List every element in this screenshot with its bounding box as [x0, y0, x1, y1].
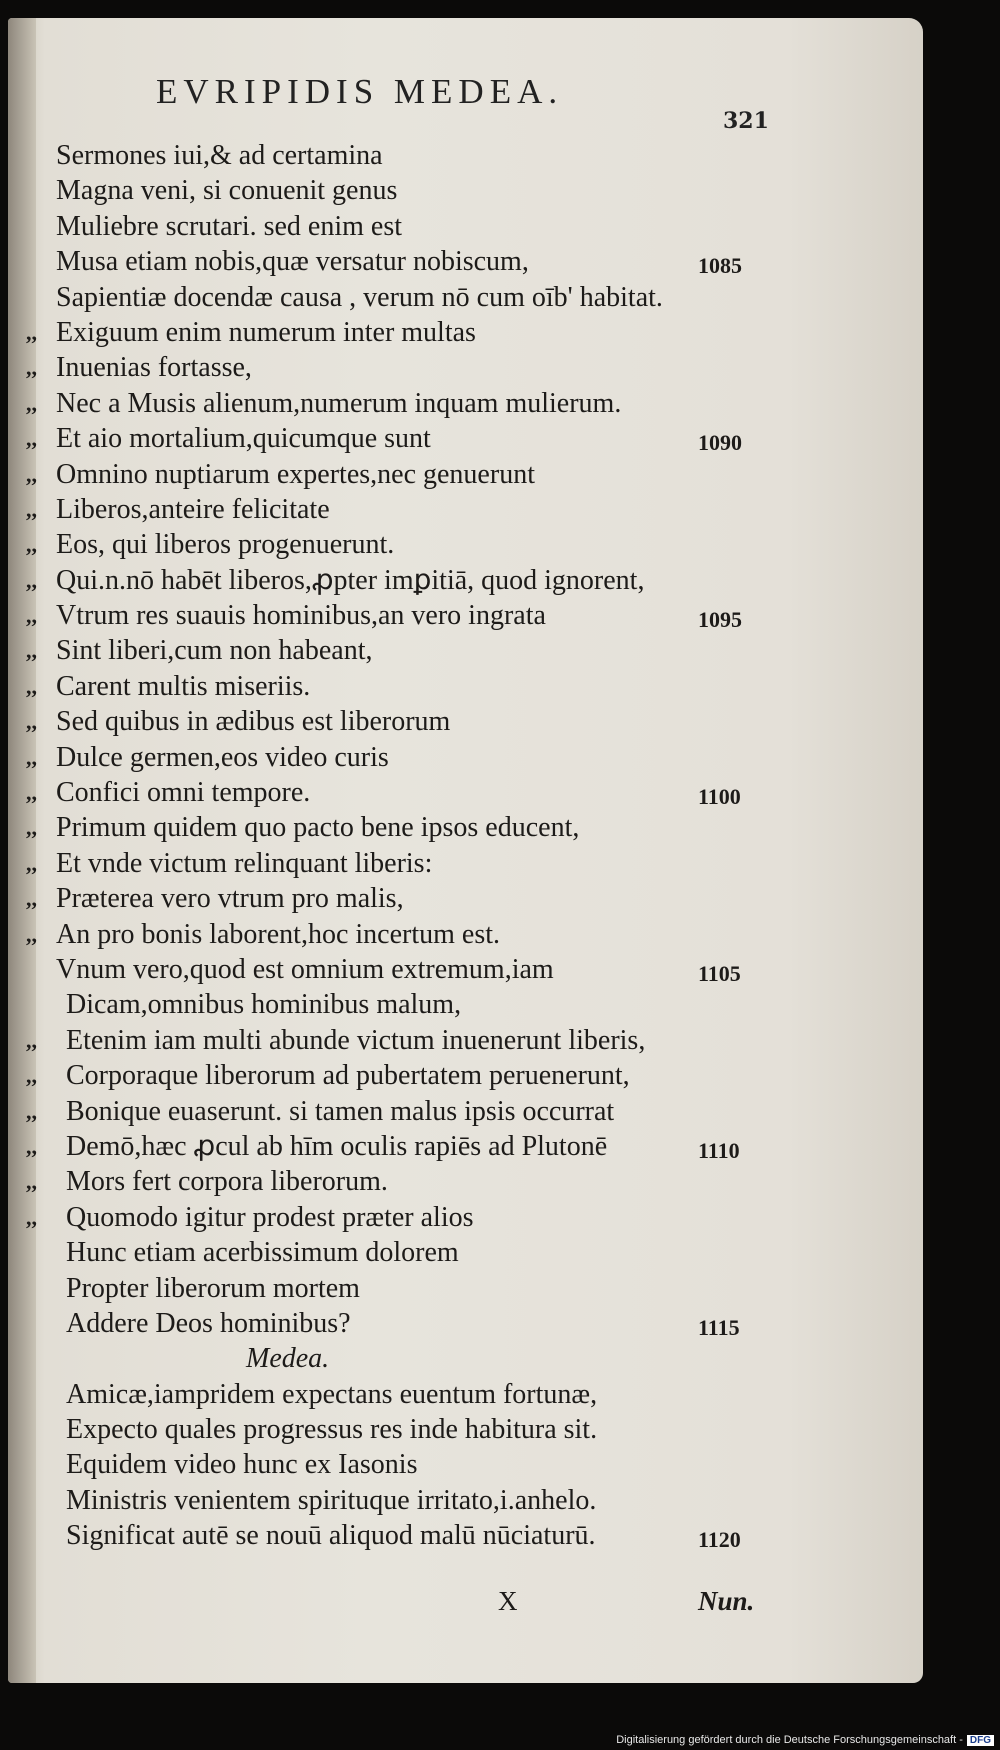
verse-line [8, 1235, 923, 1270]
verse-line [8, 1129, 923, 1164]
line-number: 1120 [698, 1527, 741, 1553]
line-text: Bonique euaserunt. si tamen malus ipsis occurrat [66, 1095, 615, 1127]
quotation-mark: ,, [26, 780, 37, 806]
line-text: Vnum vero,quod est omnium extremum,iam [56, 953, 554, 985]
verse-line [8, 1483, 923, 1518]
verse-line [8, 386, 923, 421]
verse-line [8, 280, 923, 315]
verse-line [8, 244, 923, 279]
line-text: Quomodo igitur prodest præter alios [66, 1201, 474, 1233]
quotation-mark: ,, [26, 319, 37, 345]
quotation-mark: ,, [26, 1027, 37, 1053]
line-number: 1095 [698, 607, 742, 633]
line-text: Omnino nuptiarum expertes,nec genuerunt [56, 458, 535, 490]
quotation-mark: ,, [26, 638, 37, 664]
verse-line [8, 1447, 923, 1482]
verse-line [8, 315, 923, 350]
verse-line [8, 775, 923, 810]
quotation-mark: ,, [26, 673, 37, 699]
line-text: Magna veni, si conuenit genus [56, 175, 398, 207]
line-text: Corporaque liberorum ad pubertatem peruenerunt, [66, 1060, 630, 1092]
verse-line [8, 1164, 923, 1199]
line-text: Expecto quales progressus res inde habitura sit. [66, 1414, 598, 1446]
verse-line [8, 1341, 923, 1376]
dfg-logo: DFG [967, 1735, 994, 1746]
line-text: Propter liberorum mortem [66, 1272, 360, 1304]
line-number: 1105 [698, 960, 741, 986]
speaker-name: Medea. [246, 1343, 330, 1375]
verse-line [8, 740, 923, 775]
line-text: Ministris venientem spirituque irritato,i.anhelo. [66, 1484, 597, 1516]
line-text: Addere Deos hominibus? [66, 1307, 351, 1339]
line-text: Præterea vero vtrum pro malis, [56, 883, 404, 915]
catchword-line [8, 1586, 923, 1622]
verse-line [8, 704, 923, 739]
line-text: Liberos,anteire felicitate [56, 493, 330, 525]
line-text: Mors fert corpora liberorum. [66, 1166, 388, 1198]
book-page [8, 18, 923, 1683]
verse-line [8, 457, 923, 492]
line-text: Sapientiæ docendæ causa , verum nō cum oīb' habitat. [56, 281, 663, 313]
line-text: Amicæ,iampridem expectans euentum fortunæ, [66, 1378, 598, 1410]
line-number: 1090 [698, 430, 742, 456]
verse-line [8, 1377, 923, 1412]
quotation-mark: ,, [26, 815, 37, 841]
line-number: 1100 [698, 784, 741, 810]
line-text: Sermones iui,& ad certamina [56, 140, 383, 171]
quotation-mark: ,, [26, 850, 37, 876]
verse-line [8, 810, 923, 845]
line-text: Hunc etiam acerbissimum dolorem [66, 1237, 459, 1269]
verse-line [8, 1518, 923, 1553]
line-number: 1085 [698, 253, 742, 279]
credit-text: Digitalisierung gefördert durch die Deutsche Forschungsgemeinschaft - [616, 1734, 963, 1746]
line-text: Musa etiam nobis,quæ versatur nobiscum, [56, 246, 529, 278]
quotation-mark: ,, [26, 1133, 37, 1159]
quotation-mark: ,, [26, 426, 37, 452]
verse-line [8, 492, 923, 527]
quotation-mark: ,, [26, 886, 37, 912]
line-text: Inuenias fortasse, [56, 352, 252, 384]
verse-line [8, 209, 923, 244]
line-text: Significat autē se nouū aliquod malū nūciaturū. [66, 1520, 596, 1552]
line-text: An pro bonis laborent,hoc incertum est. [56, 918, 501, 950]
quotation-mark: ,, [26, 1098, 37, 1124]
verse-line [8, 1306, 923, 1341]
verse-line [8, 527, 923, 562]
verse-line [8, 1094, 923, 1129]
line-number: 1115 [698, 1314, 740, 1340]
line-text: Etenim iam multi abunde victum inuenerunt liberis, [66, 1024, 646, 1056]
line-text: Muliebre scrutari. sed enim est [56, 210, 403, 242]
quotation-mark: ,, [26, 355, 37, 381]
quotation-mark: ,, [26, 921, 37, 947]
verse-line [8, 633, 923, 668]
line-text: Et aio mortalium,quicumque sunt [56, 423, 431, 455]
line-text: Demō,hæc ꝓcul ab hīm oculis rapiēs ad Plutonē [66, 1130, 608, 1162]
verse-line [8, 1200, 923, 1235]
catchword: Nun. [698, 1586, 755, 1616]
verse-line [8, 421, 923, 456]
line-text: Primum quidem quo pacto bene ipsos educent, [56, 812, 580, 844]
line-text: Dicam,omnibus hominibus malum, [66, 989, 462, 1021]
verse-line [8, 1271, 923, 1306]
line-text: Vtrum res suauis hominibus,an vero ingrata [56, 600, 546, 632]
line-text: Equidem video hunc ex Iasonis [66, 1449, 418, 1481]
line-number: 1110 [698, 1137, 740, 1163]
line-text: Sed quibus in ædibus est liberorum [56, 706, 451, 738]
verse-line [8, 598, 923, 633]
quotation-mark: ,, [26, 709, 37, 735]
verse-line [8, 350, 923, 385]
line-text: Qui.n.nō habēt liberos,ꝓpter imꝑitiā, quod ignorent, [56, 564, 645, 596]
running-head: EVRIPIDIS MEDEA. [156, 72, 564, 111]
verse-line [8, 1412, 923, 1447]
line-text: Carent multis miseriis. [56, 670, 311, 702]
line-text: Confici omni tempore. [56, 777, 311, 809]
line-text: Dulce germen,eos video curis [56, 741, 389, 773]
verse-line [8, 669, 923, 704]
line-text: Nec a Musis alienum,numerum inquam mulierum. [56, 387, 622, 419]
verse-line [8, 1023, 923, 1058]
line-text: Exiguum enim numerum inter multas [56, 316, 476, 348]
verse-line [8, 987, 923, 1022]
quotation-mark: ,, [26, 532, 37, 558]
quotation-mark: ,, [26, 461, 37, 487]
line-text: Et vnde victum relinquant liberis: [56, 847, 433, 879]
line-text: Sint liberi,cum non habeant, [56, 635, 373, 667]
verse-line [8, 563, 923, 598]
digitization-credit [616, 1734, 994, 1746]
verse-line [8, 917, 923, 952]
verse-line [8, 173, 923, 208]
quotation-mark: ,, [26, 1063, 37, 1089]
quotation-mark: ,, [26, 1204, 37, 1230]
page-number: 321 [723, 108, 769, 134]
quotation-mark: ,, [26, 567, 37, 593]
verse-line [8, 952, 923, 987]
quotation-mark: ,, [26, 744, 37, 770]
verse-line [8, 1058, 923, 1093]
verse-line [8, 881, 923, 916]
verse-line [8, 846, 923, 881]
signature-mark: X [498, 1586, 518, 1616]
quotation-mark: ,, [26, 496, 37, 522]
quotation-mark: ,, [26, 603, 37, 629]
verse-text [8, 138, 923, 1554]
quotation-mark: ,, [26, 1169, 37, 1195]
line-text: Eos, qui liberos progenuerunt. [56, 529, 395, 561]
quotation-mark: ,, [26, 390, 37, 416]
verse-line [8, 138, 923, 173]
